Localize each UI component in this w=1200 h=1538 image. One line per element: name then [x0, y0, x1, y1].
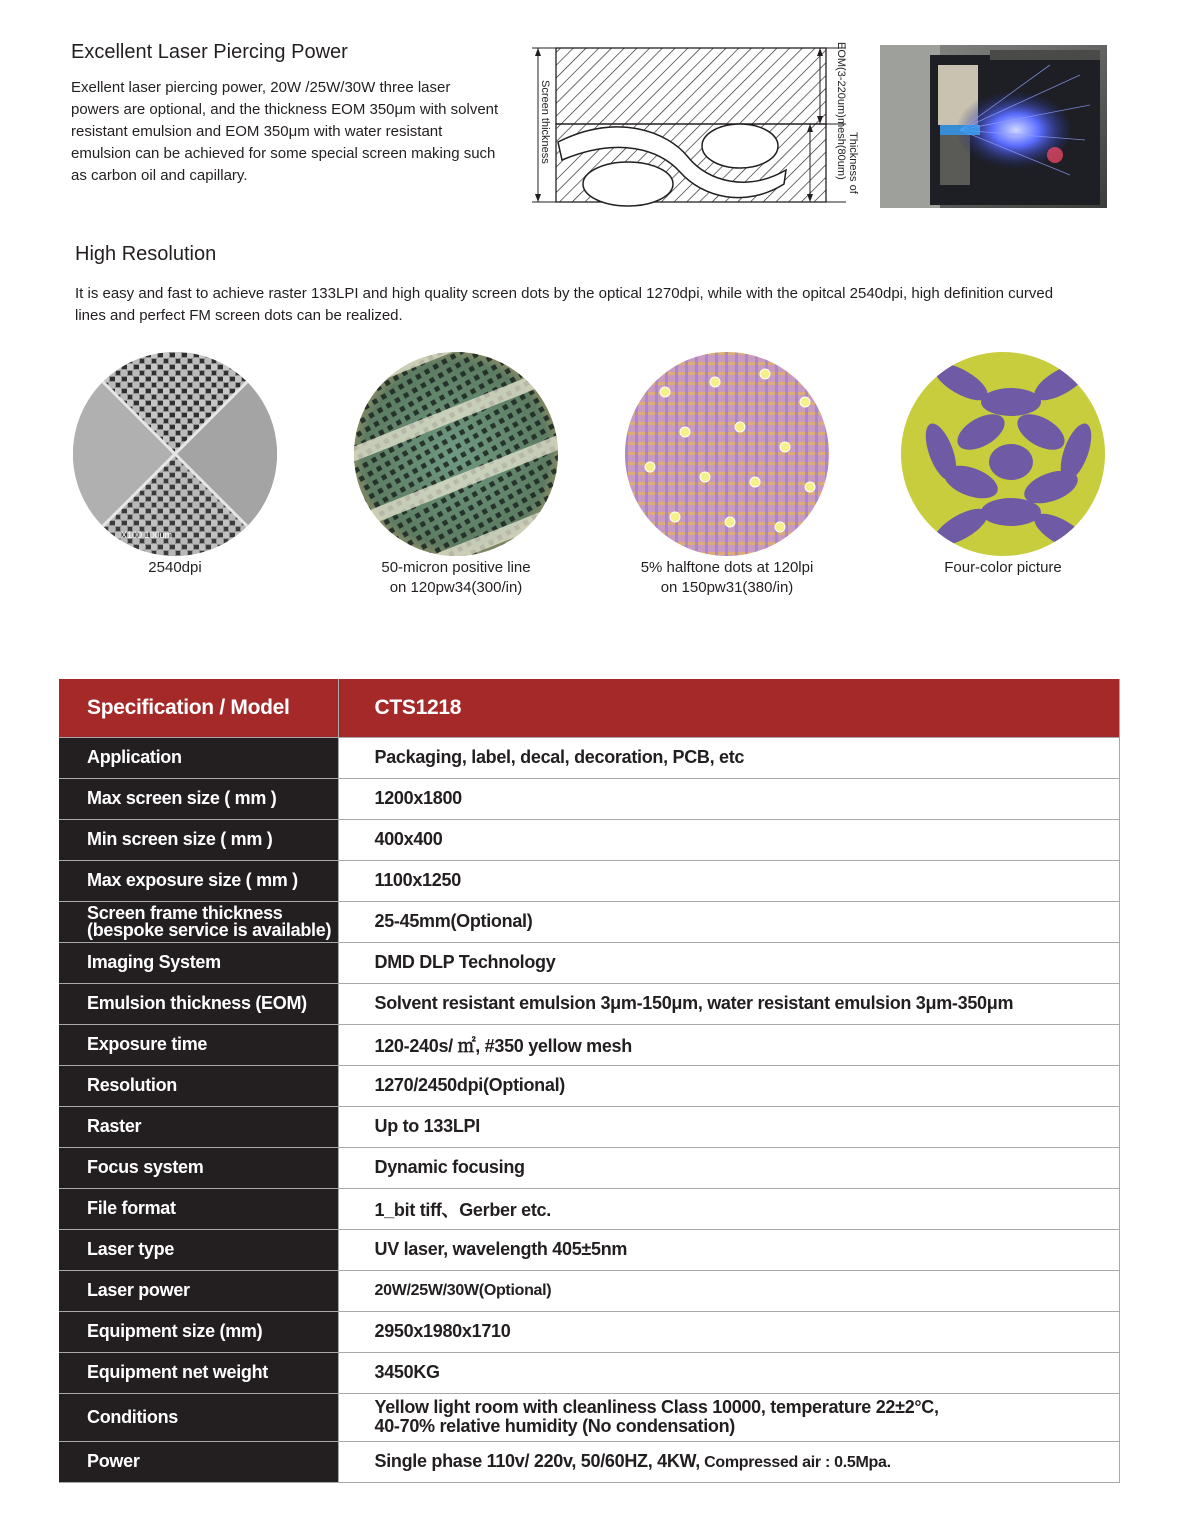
- spec-key: Imaging System: [59, 942, 338, 983]
- sample-2540dpi: [70, 352, 280, 576]
- spec-row: [59, 1352, 1120, 1393]
- spec-value: [338, 1393, 1120, 1441]
- spec-value: 400x400: [338, 819, 1120, 860]
- spec-key-line2: (bespoke service is available): [87, 919, 332, 940]
- spec-value: 3450KG: [338, 1352, 1120, 1393]
- diagram-label-mesh-2: mesh(80um): [835, 118, 847, 180]
- spec-key: Resolution: [59, 1065, 338, 1106]
- diagram-label-mesh-1: Thickness of: [847, 132, 859, 194]
- spec-key: Max screen size ( mm ): [59, 778, 338, 819]
- sample-caption: [70, 558, 280, 578]
- spec-header-key: Specification / Model: [59, 679, 338, 737]
- spec-key: Application: [59, 737, 338, 778]
- spec-row: [59, 819, 1120, 860]
- spec-row: [59, 1188, 1120, 1229]
- spec-row: [59, 901, 1120, 942]
- sample-image-50-micron-line: [354, 352, 558, 556]
- spec-row: [59, 1147, 1120, 1188]
- section-text-laser-power: Exellent laser piercing power, 20W /25W/30W three laser powers are optional, and the thickness EOM 350μm with solvent resistant emulsion and EOM 350μm with water resistant emulsion can be achieved for some special screen making such as carbon oil and capillary.: [71, 79, 499, 184]
- spec-key: Laser power: [59, 1270, 338, 1311]
- spec-key: Max exposure size ( mm ): [59, 860, 338, 901]
- sample-50-micron-line: [351, 352, 561, 596]
- spec-value-small: Compressed air : 0.5Mpa.: [699, 1454, 891, 1471]
- spec-row: [59, 1106, 1120, 1147]
- spec-key: Focus system: [59, 1147, 338, 1188]
- diagram-label-screen-thickness: Screen thickness: [539, 80, 551, 164]
- spec-value: 1100x1250: [338, 860, 1120, 901]
- spec-key: Conditions: [59, 1393, 338, 1441]
- machine-interior-photo: [880, 45, 1107, 208]
- spec-value: Up to 133LPI: [338, 1106, 1120, 1147]
- spec-header-model: CTS1218: [338, 679, 1120, 737]
- sample-caption-line1: 2540dpi: [148, 559, 202, 576]
- sample-caption-line1: Four-color picture: [944, 559, 1062, 576]
- spec-row: [59, 1024, 1120, 1065]
- spec-row: [59, 737, 1120, 778]
- spec-value: Dynamic focusing: [338, 1147, 1120, 1188]
- spec-key: Laser type: [59, 1229, 338, 1270]
- spec-key: Equipment size (mm): [59, 1311, 338, 1352]
- diagram-label-eom: EOM(3-220um): [835, 42, 847, 118]
- spec-row: [59, 983, 1120, 1024]
- spec-key: Exposure time: [59, 1024, 338, 1065]
- sample-four-color: [898, 352, 1108, 576]
- spec-header-row: [59, 679, 1120, 737]
- section-text-high-resolution: It is easy and fast to achieve raster 133LPI and high quality screen dots by the optical 1270dpi, while with the opitcal 2540dpi, high definition curved lines and perfect FM screen dots can be realized.: [75, 285, 1054, 324]
- sample-caption: [898, 558, 1108, 578]
- sample-caption-line2: on 120pw34(300/in): [389, 579, 523, 596]
- spec-value: 1270/2450dpi(Optional): [338, 1065, 1120, 1106]
- sample-caption-line1: 50-micron positive line: [381, 559, 531, 576]
- spec-key: File format: [59, 1188, 338, 1229]
- spec-key: Emulsion thickness (EOM): [59, 983, 338, 1024]
- spec-value-line1: Yellow light room with cleanliness Class 10000, temperature 22±2°C,: [374, 1397, 939, 1417]
- spec-value: 1_bit tiff、Gerber etc.: [338, 1188, 1120, 1229]
- spec-key: Raster: [59, 1106, 338, 1147]
- spec-row: [59, 942, 1120, 983]
- spec-table: [59, 679, 1120, 1483]
- spec-row: [59, 1065, 1120, 1106]
- sample-caption-line2: on 150pw31(380/in): [660, 579, 794, 596]
- spec-key: [59, 901, 338, 942]
- section-title-high-resolution: High Resolution: [75, 243, 217, 265]
- sample-halftone-dots: [622, 352, 832, 596]
- sample-image-2540dpi: [73, 352, 277, 556]
- spec-value: 25-45mm(Optional): [338, 901, 1120, 942]
- spec-value: DMD DLP Technology: [338, 942, 1120, 983]
- spec-row: [59, 778, 1120, 819]
- micro-scale-label: X100 100um: [121, 530, 173, 540]
- spec-value: 120-240s/ ㎡, #350 yellow mesh: [338, 1024, 1120, 1065]
- screen-thickness-diagram: [528, 42, 864, 212]
- spec-value-main: Single phase 110v/ 220v, 50/60HZ, 4KW,: [374, 1451, 700, 1471]
- spec-value: [338, 1441, 1120, 1482]
- spec-row: [59, 1393, 1120, 1441]
- section-title-laser-power: Excellent Laser Piercing Power: [71, 41, 348, 63]
- spec-row: [59, 1311, 1120, 1352]
- sample-caption: [622, 558, 832, 598]
- spec-row: [59, 1441, 1120, 1482]
- spec-key: Equipment net weight: [59, 1352, 338, 1393]
- spec-row: [59, 1229, 1120, 1270]
- spec-key-line1: Screen frame thickness: [87, 902, 283, 923]
- sample-image-halftone-dots: [625, 352, 829, 556]
- spec-value: 1200x1800: [338, 778, 1120, 819]
- spec-row: [59, 1270, 1120, 1311]
- spec-value: 20W/25W/30W(Optional): [338, 1270, 1120, 1311]
- sample-caption-line1: 5% halftone dots at 120lpi: [640, 559, 814, 576]
- spec-row: [59, 860, 1120, 901]
- spec-value: UV laser, wavelength 405±5nm: [338, 1229, 1120, 1270]
- spec-key: Min screen size ( mm ): [59, 819, 338, 860]
- spec-value-line2: 40-70% relative humidity (No condensation): [374, 1416, 735, 1436]
- spec-value: 2950x1980x1710: [338, 1311, 1120, 1352]
- sample-caption: [351, 558, 561, 598]
- sample-image-four-color: [901, 352, 1105, 556]
- spec-value: Packaging, label, decal, decoration, PCB, etc: [338, 737, 1120, 778]
- spec-key: Power: [59, 1441, 338, 1482]
- spec-value: Solvent resistant emulsion 3μm-150μm, water resistant emulsion 3μm-350μm: [338, 983, 1120, 1024]
